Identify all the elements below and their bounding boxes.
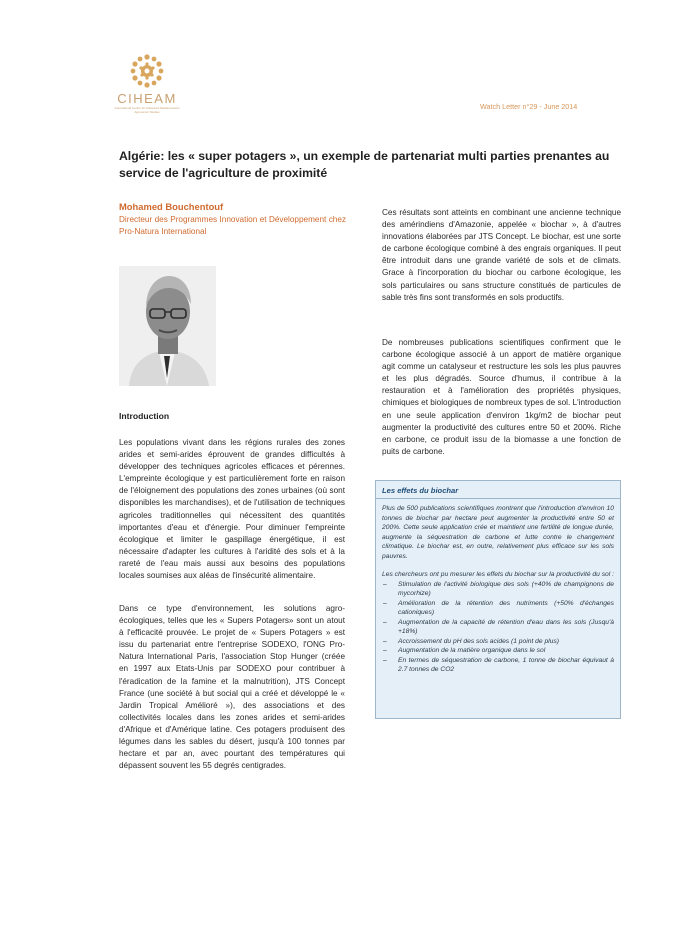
paragraph-text: De nombreuses publications scientifiques confirment que le carbone écologique associé à un apport de matière organique agit comme un catalyseur et restructure les sols les plus pauvres et les plus dégradés. Source d'humus, il contribue à la restauration et à l'amélioration des propriétés physiques, chimiques et biologiques de nombreux types de sol. L'introduction en une seule application d'environ 1kg/m2 de biochar peut augmenter la productivité des cultures entre 50 et 200%. Riche en carbone, ce produit issu de la biomasse a une fonction de puits de carbone.	[382, 338, 621, 456]
box-list-intro: Les chercheurs ont pu mesurer les effets du biochar sur la productivité du sol :	[382, 571, 614, 578]
list-item: – Accroissement du pH des sols acides (1 point de plus)	[382, 637, 614, 647]
list-item: – Augmentation de la capacité de rétention d'eau dans les sols (Jusqu'à +18%)	[382, 618, 614, 637]
section-title-introduction: Introduction	[119, 411, 170, 421]
ciheam-emblem-icon	[128, 52, 166, 90]
list-item: – Augmentation de la matière organique dans le sol	[382, 646, 614, 656]
list-item: – En termes de séquestration de carbone, 1 tonne de biochar équivaut à 2.7 tonnes de CO2	[382, 656, 614, 675]
logo-name: CIHEAM	[117, 91, 177, 106]
left-column-paragraph	[119, 603, 345, 772]
author-portrait-image	[119, 266, 216, 386]
logo-subtitle: International Centre for Advanced Mediterranean Agronomic Studies	[114, 106, 180, 114]
author-role: Directeur des Programmes Innovation et Développement chez Pro-Natura International	[119, 215, 346, 237]
left-column-paragraph	[119, 437, 345, 582]
box-title: Les effets du biochar	[376, 486, 620, 499]
paragraph-text: Dans ce type d'environnement, les solutions agro-écologiques, telles que les « Supers Potagers» sont un atout à l'efficacité prouvée. Le projet de « Supers Potagers » est issu du partenariat entre l'entreprise SODEXO, l'ONG Pro-Natura International Paris, l'association Stop Hunger (créée en 1997 aux Etats-Unis par SODEXO pour contribuer à l'éradication de la famine et la malnutrition), JTS Concept France (une société à but social qui a créé et développé le « Jardin Tropical Amélioré »), des associations et des collectivités locales dans les zones arides et semi-arides d'Afrique et d'Amérique latine. Ces potagers produisent des légumes dans les sables du désert, jusqu'à 100 tonnes par hectare et par an, avec pourtant des températures qui dépassent souvent les 55 degrés centigrades.	[119, 604, 345, 771]
right-column-paragraph	[382, 207, 621, 304]
article-title: Algérie: les « super potagers », un exemple de partenariat multi parties prenantes au service de l'agriculture de proximité	[119, 149, 610, 180]
paragraph-text: Ces résultats sont atteints en combinant une ancienne technique des amérindiens d'Amazonie, appelée « biochar », à d'autres innovations élaborées par JTS Concept. Le biochar, est une sorte de carbone écologique combiné à des engrais organiques. Il peut être introduit dans une grande variété de sols et de climats. Grace à l'incorporation du biochar ou carbone écologique, les sols particulaires ou sans structure constitués de particules de sable très fins sont transformés en sols productifs.	[382, 208, 621, 302]
author-photo	[119, 266, 216, 386]
right-column-paragraph	[382, 337, 621, 458]
author-name: Mohamed Bouchentouf	[119, 201, 224, 212]
list-item: – Stimulation de l'activité biologique des sols (+40% de champignons de mycorhize)	[382, 580, 614, 599]
list-item: – Amélioration de la rétention des nutriments (+50% d'échanges cationiques)	[382, 599, 614, 618]
paragraph-text: Les populations vivant dans les régions rurales des zones arides et semi-arides éprouvent de grandes difficultés à développer des techniques agricoles efficaces et pérennes. L'empreinte écologique y est particulièrement forte en raison de l'éloignement des populations des zones urbaines (où sont disponibles les marchandises), et de l'utilisation de techniques agricoles traditionnelles qui nécessitent des quantités importantes d'eau et d'énergie. Pour diminuer l'empreinte écologique et limiter le gaspillage énergétique, il est nécessaire d'adapter les cultures à l'aridité des sols et à la rareté de l'eau mais aussi aux besoins des populations locales soumises aux aléas de l'insécurité alimentaire.	[119, 438, 345, 581]
box-paragraph: Plus de 500 publications scientifiques montrent que l'introduction d'environ 10 tonnes de biochar par hectare peut augmenter la productivité entre 50 et 200%. Cette seule application crée et maintient une fertilité de longue durée, augmente la séquestration de carbone et lutte contre le changement climatique. Le biochar est, en outre, relativement plus efficace sur les sols pauvres.	[382, 505, 614, 560]
biochar-effects-box	[375, 480, 621, 719]
ciheam-logo	[112, 52, 182, 114]
box-effects-list	[382, 580, 614, 675]
issue-label: Watch Letter n°29 - June 2014	[480, 102, 578, 111]
